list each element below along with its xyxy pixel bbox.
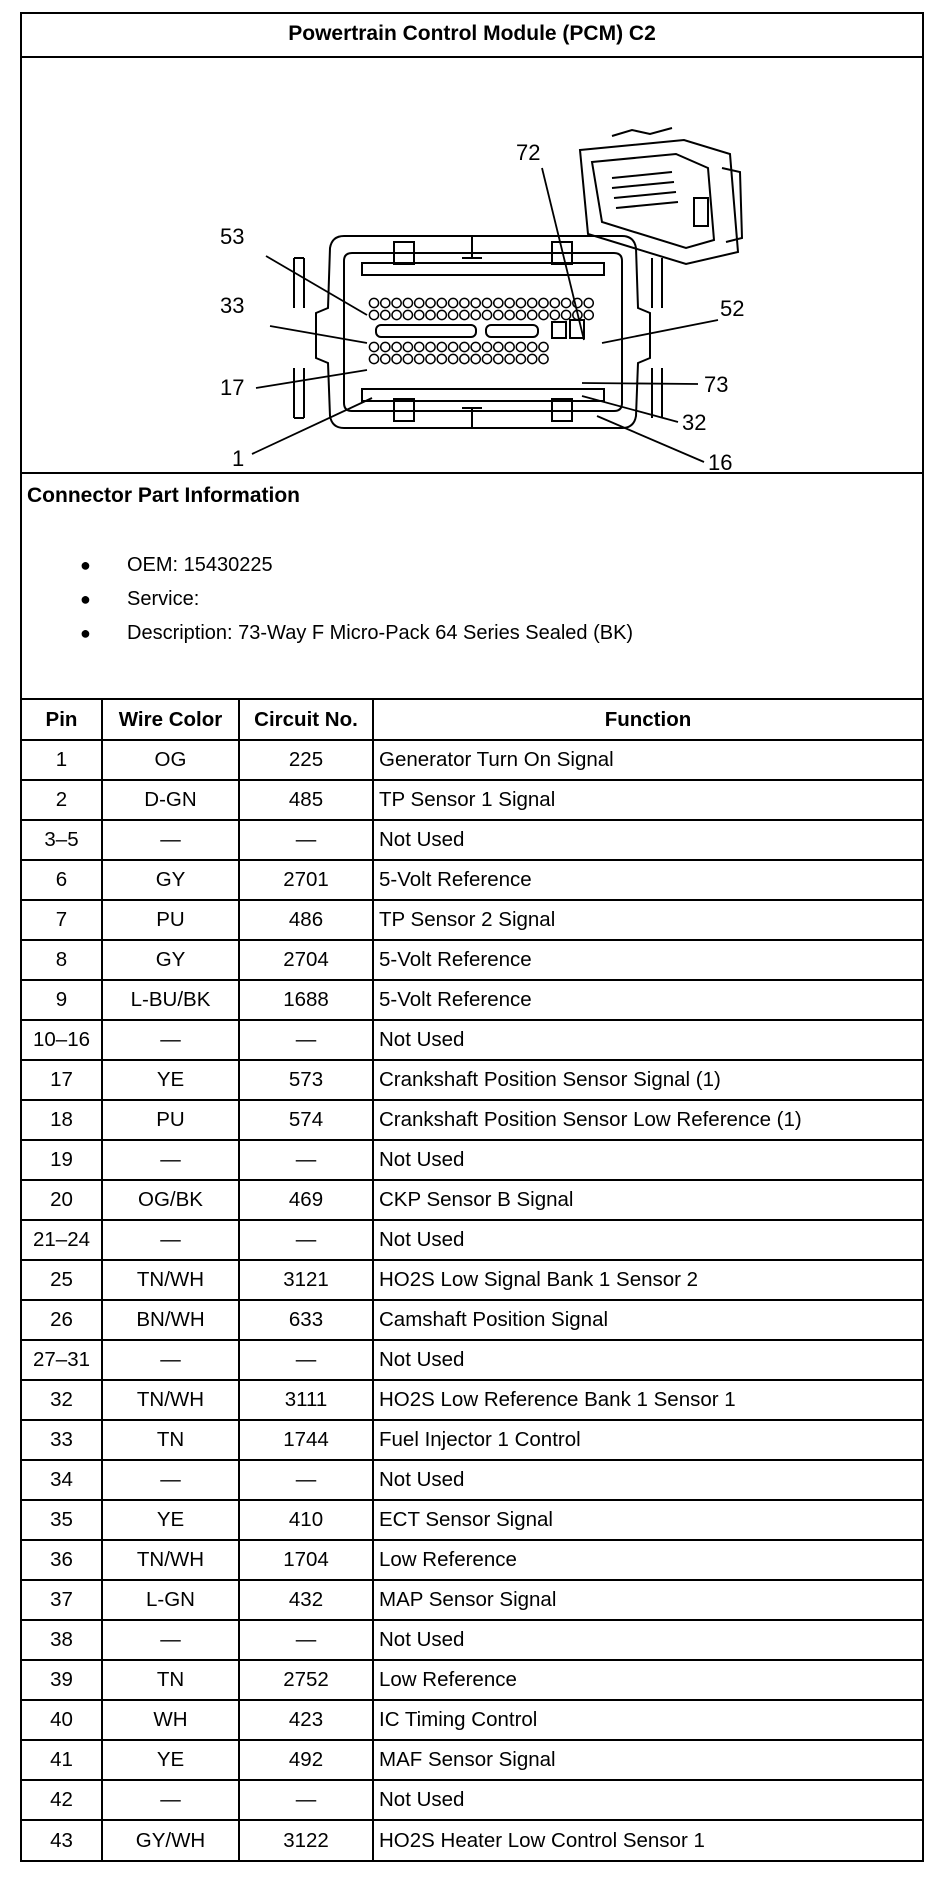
cell-function: Not Used <box>373 1620 922 1660</box>
cell-wire-color: YE <box>102 1500 239 1540</box>
bullet-icon: ● <box>80 555 91 575</box>
cell-function: Not Used <box>373 1780 922 1820</box>
cell-function: Crankshaft Position Sensor Signal (1) <box>373 1060 922 1100</box>
cell-function: TP Sensor 2 Signal <box>373 900 922 940</box>
cell-wire-color: — <box>102 1780 239 1820</box>
pin-cavity <box>437 310 446 319</box>
table-row <box>22 1780 922 1820</box>
pin-cavity <box>437 342 446 351</box>
cell-wire-color: TN/WH <box>102 1260 239 1300</box>
cell-pin: 36 <box>22 1540 102 1580</box>
pin-cavity <box>369 354 378 363</box>
cell-wire-color: YE <box>102 1060 239 1100</box>
pin-cavity <box>460 354 469 363</box>
table-row <box>22 1180 922 1220</box>
cell-circuit-no: — <box>239 1460 373 1500</box>
pin-cavity <box>528 354 537 363</box>
cell-function: Not Used <box>373 1220 922 1260</box>
cell-circuit-no: 469 <box>239 1180 373 1220</box>
pin-cavity <box>550 298 559 307</box>
cell-function: HO2S Low Signal Bank 1 Sensor 2 <box>373 1260 922 1300</box>
header-wire-color: Wire Color <box>102 700 239 740</box>
cell-wire-color: — <box>102 820 239 860</box>
cell-function: TP Sensor 1 Signal <box>373 780 922 820</box>
pin-cavity <box>539 298 548 307</box>
cell-wire-color: — <box>102 1020 239 1060</box>
cell-pin: 8 <box>22 940 102 980</box>
pin-cavity <box>415 298 424 307</box>
pin-cavity <box>505 298 514 307</box>
callout-53: 53 <box>220 224 245 249</box>
pin-cavity <box>460 310 469 319</box>
pin-cavity <box>403 354 412 363</box>
cell-wire-color: TN <box>102 1420 239 1460</box>
cell-pin: 6 <box>22 860 102 900</box>
cell-pin: 21–24 <box>22 1220 102 1260</box>
table-row <box>22 980 922 1020</box>
cell-function: 5-Volt Reference <box>373 860 922 900</box>
cell-wire-color: YE <box>102 1740 239 1780</box>
cell-circuit-no: 225 <box>239 740 373 780</box>
cell-pin: 2 <box>22 780 102 820</box>
header-circuit-no: Circuit No. <box>239 700 373 740</box>
header-pin: Pin <box>22 700 102 740</box>
pin-cavity <box>471 310 480 319</box>
callout-16: 16 <box>708 450 733 472</box>
cell-circuit-no: 633 <box>239 1300 373 1340</box>
pin-cavity <box>539 354 548 363</box>
table-row <box>22 820 922 860</box>
pin-cavity <box>528 310 537 319</box>
pin-cavity <box>415 354 424 363</box>
callout-32: 32 <box>682 410 707 435</box>
cell-circuit-no: 410 <box>239 1500 373 1540</box>
pin-cavity <box>403 310 412 319</box>
callout-52: 52 <box>720 296 745 321</box>
cell-function: Low Reference <box>373 1540 922 1580</box>
pin-cavity <box>516 342 525 351</box>
cell-pin: 43 <box>22 1820 102 1860</box>
callout-1: 1 <box>232 446 245 471</box>
pin-cavity <box>562 310 571 319</box>
cell-wire-color: D-GN <box>102 780 239 820</box>
cell-circuit-no: — <box>239 1140 373 1180</box>
cell-pin: 9 <box>22 980 102 1020</box>
cell-circuit-no: 2701 <box>239 860 373 900</box>
cell-function: Not Used <box>373 1460 922 1500</box>
cell-pin: 17 <box>22 1060 102 1100</box>
pin-cavity <box>369 298 378 307</box>
cell-pin: 10–16 <box>22 1020 102 1060</box>
pin-cavity <box>426 354 435 363</box>
table-row <box>22 1580 922 1620</box>
cell-function: IC Timing Control <box>373 1700 922 1740</box>
cell-function: Generator Turn On Signal <box>373 740 922 780</box>
pin-cavity <box>449 354 458 363</box>
cell-wire-color: — <box>102 1460 239 1500</box>
pinout-table-body <box>22 740 922 1860</box>
cell-pin: 37 <box>22 1580 102 1620</box>
pinout-table <box>22 700 922 1860</box>
pin-cavity <box>460 342 469 351</box>
pin-grid <box>369 298 593 363</box>
cell-circuit-no: 2752 <box>239 1660 373 1700</box>
pin-cavity <box>471 342 480 351</box>
table-row <box>22 1460 922 1500</box>
cell-pin: 27–31 <box>22 1340 102 1380</box>
cell-wire-color: OG <box>102 740 239 780</box>
cell-circuit-no: 573 <box>239 1060 373 1100</box>
header-function: Function <box>373 700 922 740</box>
table-row <box>22 1220 922 1260</box>
table-row <box>22 740 922 780</box>
cell-pin: 42 <box>22 1780 102 1820</box>
table-row <box>22 1260 922 1300</box>
bullet-icon: ● <box>80 589 91 609</box>
pin-cavity <box>449 310 458 319</box>
cell-pin: 25 <box>22 1260 102 1300</box>
cell-pin: 7 <box>22 900 102 940</box>
pin-cavity <box>381 298 390 307</box>
cell-circuit-no: — <box>239 820 373 860</box>
cell-pin: 20 <box>22 1180 102 1220</box>
cell-function: Not Used <box>373 1140 922 1180</box>
pin-cavity <box>539 342 548 351</box>
cell-function: MAP Sensor Signal <box>373 1580 922 1620</box>
table-row <box>22 1540 922 1580</box>
pin-cavity <box>494 354 503 363</box>
cell-pin: 1 <box>22 740 102 780</box>
cell-wire-color: L-BU/BK <box>102 980 239 1020</box>
pin-cavity <box>528 298 537 307</box>
table-row <box>22 1740 922 1780</box>
pin-cavity <box>369 342 378 351</box>
table-row <box>22 1140 922 1180</box>
pin-cavity <box>494 342 503 351</box>
pin-cavity <box>369 310 378 319</box>
pin-cavity <box>381 310 390 319</box>
cell-wire-color: TN/WH <box>102 1380 239 1420</box>
cell-wire-color: TN/WH <box>102 1540 239 1580</box>
cell-function: 5-Volt Reference <box>373 980 922 1020</box>
part-info-list <box>22 548 633 650</box>
pin-cavity <box>471 354 480 363</box>
cell-circuit-no: 486 <box>239 900 373 940</box>
pin-cavity <box>516 298 525 307</box>
pin-cavity <box>505 310 514 319</box>
pin-cavity <box>482 342 491 351</box>
cell-wire-color: WH <box>102 1700 239 1740</box>
table-row <box>22 1300 922 1340</box>
cell-wire-color: PU <box>102 900 239 940</box>
cell-function: Not Used <box>373 1020 922 1060</box>
cell-function: Low Reference <box>373 1660 922 1700</box>
cell-pin: 3–5 <box>22 820 102 860</box>
table-row <box>22 860 922 900</box>
connector-drawing <box>22 58 922 472</box>
cell-circuit-no: — <box>239 1340 373 1380</box>
cell-circuit-no: 485 <box>239 780 373 820</box>
cell-circuit-no: — <box>239 1220 373 1260</box>
cell-function: ECT Sensor Signal <box>373 1500 922 1540</box>
table-row <box>22 1700 922 1740</box>
pin-cavity <box>482 298 491 307</box>
pin-cavity <box>539 310 548 319</box>
cell-wire-color: BN/WH <box>102 1300 239 1340</box>
cell-function: Camshaft Position Signal <box>373 1300 922 1340</box>
pin-cavity <box>505 354 514 363</box>
table-row <box>22 780 922 820</box>
cell-circuit-no: — <box>239 1780 373 1820</box>
pin-cavity <box>494 310 503 319</box>
cell-wire-color: GY <box>102 860 239 900</box>
cell-wire-color: TN <box>102 1660 239 1700</box>
bullet-icon: ● <box>80 623 91 643</box>
pin-cavity <box>460 298 469 307</box>
pin-cavity <box>426 298 435 307</box>
cell-pin: 32 <box>22 1380 102 1420</box>
cell-circuit-no: 432 <box>239 1580 373 1620</box>
cell-function: HO2S Low Reference Bank 1 Sensor 1 <box>373 1380 922 1420</box>
pinout-document <box>20 12 924 1862</box>
cell-function: Not Used <box>373 1340 922 1380</box>
cell-circuit-no: 2704 <box>239 940 373 980</box>
table-row <box>22 1660 922 1700</box>
cell-wire-color: GY <box>102 940 239 980</box>
cell-wire-color: PU <box>102 1100 239 1140</box>
pin-cavity <box>482 354 491 363</box>
cell-pin: 26 <box>22 1300 102 1340</box>
table-header-row <box>22 700 922 740</box>
pin-cavity <box>381 354 390 363</box>
pin-cavity <box>550 310 559 319</box>
cell-function: HO2S Heater Low Control Sensor 1 <box>373 1820 922 1860</box>
cell-circuit-no: 3121 <box>239 1260 373 1300</box>
cell-pin: 33 <box>22 1420 102 1460</box>
pin-cavity <box>415 310 424 319</box>
cell-circuit-no: 1744 <box>239 1420 373 1460</box>
pin-cavity <box>449 342 458 351</box>
pin-cavity <box>426 342 435 351</box>
table-row <box>22 900 922 940</box>
table-row <box>22 940 922 980</box>
cell-circuit-no: — <box>239 1620 373 1660</box>
cell-circuit-no: 1688 <box>239 980 373 1020</box>
pin-cavity <box>403 298 412 307</box>
cell-wire-color: — <box>102 1140 239 1180</box>
pin-cavity <box>494 298 503 307</box>
pin-cavity <box>482 310 491 319</box>
pin-cavity <box>505 342 514 351</box>
pin-cavity <box>381 342 390 351</box>
cell-circuit-no: — <box>239 1020 373 1060</box>
pin-cavity <box>392 298 401 307</box>
cell-wire-color: — <box>102 1340 239 1380</box>
cell-pin: 40 <box>22 1700 102 1740</box>
cell-function: Crankshaft Position Sensor Low Reference (1) <box>373 1100 922 1140</box>
cell-wire-color: GY/WH <box>102 1820 239 1860</box>
pin-cavity <box>403 342 412 351</box>
cell-function: Not Used <box>373 820 922 860</box>
pin-cavity <box>392 310 401 319</box>
pin-cavity <box>528 342 537 351</box>
pin-cavity <box>392 342 401 351</box>
callout-17: 17 <box>220 375 245 400</box>
cell-circuit-no: 1704 <box>239 1540 373 1580</box>
pin-cavity <box>584 298 593 307</box>
pin-cavity <box>516 354 525 363</box>
cell-wire-color: — <box>102 1620 239 1660</box>
table-row <box>22 1620 922 1660</box>
cell-wire-color: L-GN <box>102 1580 239 1620</box>
table-row <box>22 1100 922 1140</box>
cell-pin: 41 <box>22 1740 102 1780</box>
cell-circuit-no: 492 <box>239 1740 373 1780</box>
pin-cavity <box>415 342 424 351</box>
pin-cavity <box>437 354 446 363</box>
table-row <box>22 1340 922 1380</box>
table-row <box>22 1380 922 1420</box>
table-row <box>22 1820 922 1860</box>
cell-function: Fuel Injector 1 Control <box>373 1420 922 1460</box>
part-info-description: ● Description: 73-Way F Micro-Pack 64 Series Sealed (BK) <box>22 616 633 650</box>
pin-cavity <box>562 298 571 307</box>
table-row <box>22 1500 922 1540</box>
pin-cavity <box>471 298 480 307</box>
cell-function: MAF Sensor Signal <box>373 1740 922 1780</box>
page-title: Powertrain Control Module (PCM) C2 <box>22 14 922 58</box>
cell-circuit-no: 423 <box>239 1700 373 1740</box>
cell-pin: 38 <box>22 1620 102 1660</box>
cell-wire-color: — <box>102 1220 239 1260</box>
cell-function: CKP Sensor B Signal <box>373 1180 922 1220</box>
pin-cavity <box>449 298 458 307</box>
connector-part-information <box>22 474 922 700</box>
cell-pin: 35 <box>22 1500 102 1540</box>
cell-wire-color: OG/BK <box>102 1180 239 1220</box>
callout-73: 73 <box>704 372 729 397</box>
cell-pin: 19 <box>22 1140 102 1180</box>
callout-72: 72 <box>516 140 541 165</box>
table-row <box>22 1060 922 1100</box>
cell-circuit-no: 574 <box>239 1100 373 1140</box>
pin-cavity <box>437 298 446 307</box>
cell-circuit-no: 3122 <box>239 1820 373 1860</box>
cell-function: 5-Volt Reference <box>373 940 922 980</box>
pin-cavity <box>584 310 593 319</box>
part-info-oem: ● OEM: 15430225 <box>22 548 633 582</box>
cell-pin: 18 <box>22 1100 102 1140</box>
connector-diagram <box>22 58 922 474</box>
table-row <box>22 1020 922 1060</box>
pin-cavity <box>426 310 435 319</box>
part-info-service: ● Service: <box>22 582 633 616</box>
cell-pin: 34 <box>22 1460 102 1500</box>
pin-cavity <box>516 310 525 319</box>
callout-33: 33 <box>220 293 245 318</box>
table-row <box>22 1420 922 1460</box>
cell-circuit-no: 3111 <box>239 1380 373 1420</box>
cell-pin: 39 <box>22 1660 102 1700</box>
part-info-heading: Connector Part Information <box>27 484 301 507</box>
pin-cavity <box>392 354 401 363</box>
